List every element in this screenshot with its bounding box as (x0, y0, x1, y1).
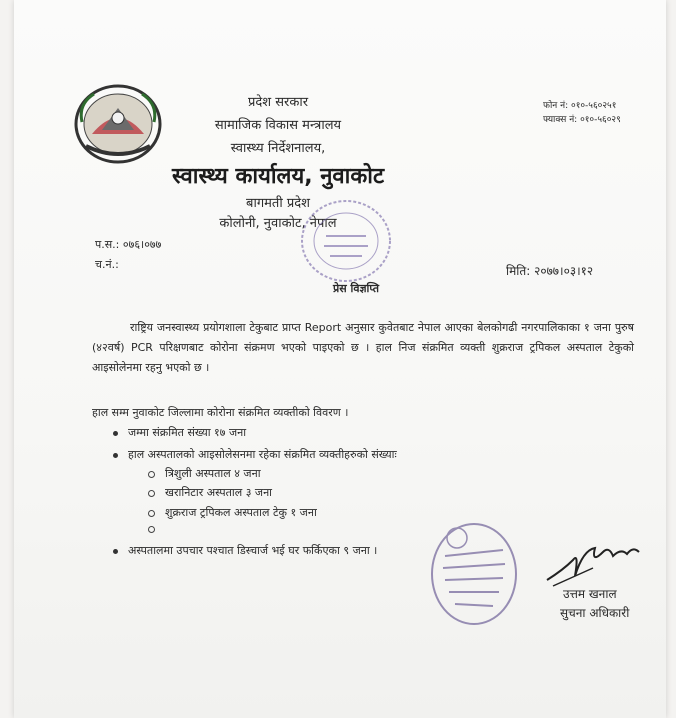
bullet-icon (113, 549, 118, 554)
hospital-shukraraj: शुक्रराज ट्रपिकल अस्पताल टेकु १ जना (165, 506, 317, 519)
list-item (113, 543, 377, 558)
press-release-title: प्रेस विज्ञप्ति (333, 282, 380, 295)
signatory-title: सुचना अधिकारी (560, 606, 630, 620)
list-item (113, 425, 246, 440)
office-stamp-bottom (427, 520, 521, 628)
office-stamp-top (298, 196, 394, 286)
ministry-line-2: सामाजिक विकास मन्त्रालय (214, 118, 342, 133)
signatory-name: उत्तम खनाल (563, 587, 617, 601)
list-item (148, 522, 165, 535)
discharged-text: अस्पतालमा उपचार पश्चात डिस्चार्ज भई घर फर्किएका ९ जना । (128, 544, 378, 557)
ministry-line-3: स्वास्थ्य निर्देशनालय, (230, 141, 326, 156)
phone-number: फोन नं: ०१०-५६०२५१ (543, 101, 617, 111)
ministry-line-1: प्रदेश सरकार (247, 95, 309, 110)
letter-date: मिति: २०७७।०३।१२ (506, 264, 594, 278)
office-name: स्वास्थ्य कार्यालय, नुवाकोट (171, 164, 385, 189)
list-item (148, 505, 317, 520)
circle-bullet-icon (148, 471, 155, 478)
list-item (148, 466, 261, 481)
list-item (113, 447, 397, 462)
circle-bullet-icon (148, 526, 155, 533)
circle-bullet-icon (148, 490, 155, 497)
isolation-count-text: हाल अस्पतालको आइसोलेसनमा रहेका संक्रमित व्यक्तीहरुको संख्याः (128, 448, 397, 461)
total-infected-text: जम्मा संक्रमित संख्या १७ जना (128, 426, 247, 439)
handwritten-signature (543, 530, 643, 590)
fax-number: फ्याक्स नं: ०१०-५६०२९ (543, 115, 621, 125)
bullet-icon (113, 453, 118, 458)
hospital-kharanitar: खरानिटार अस्पताल ३ जना (165, 486, 273, 499)
letter-reference-number: प.स.: ०७६।०७७ (95, 238, 162, 251)
bullet-icon (113, 431, 118, 436)
summary-heading: हाल सम्म नुवाकोट जिल्लामा कोरोना संक्रमित व्यक्तीको विवरण । (92, 406, 349, 419)
circle-bullet-icon (148, 510, 155, 517)
hospital-trishuli: त्रिशुली अस्पताल ४ जना (165, 467, 261, 480)
province-name: बागमती प्रदेश (246, 196, 310, 211)
press-release-body: राष्ट्रिय जनस्वास्थ्य प्रयोगशाला टेकुबाट प्राप्त Report अनुसार कुवेतबाट नेपाल आएका बेलकोगढी नगरपालिकाका १ जना पुरुष (४२वर्ष) PCR परिक्षणबाट कोरोना संक्रमण भएको पाइएको छ । हाल निज संक्रमित व्यक्ती शुक्रराज ट्रपिकल अस्पताल टेकुको आइसोलेनमा रहनु भएको छ । (92, 321, 634, 374)
list-item (148, 485, 272, 500)
dispatch-number: च.नं.: (95, 258, 119, 271)
office-address: कोलोनी, नुवाकोट, नेपाल (219, 216, 337, 231)
